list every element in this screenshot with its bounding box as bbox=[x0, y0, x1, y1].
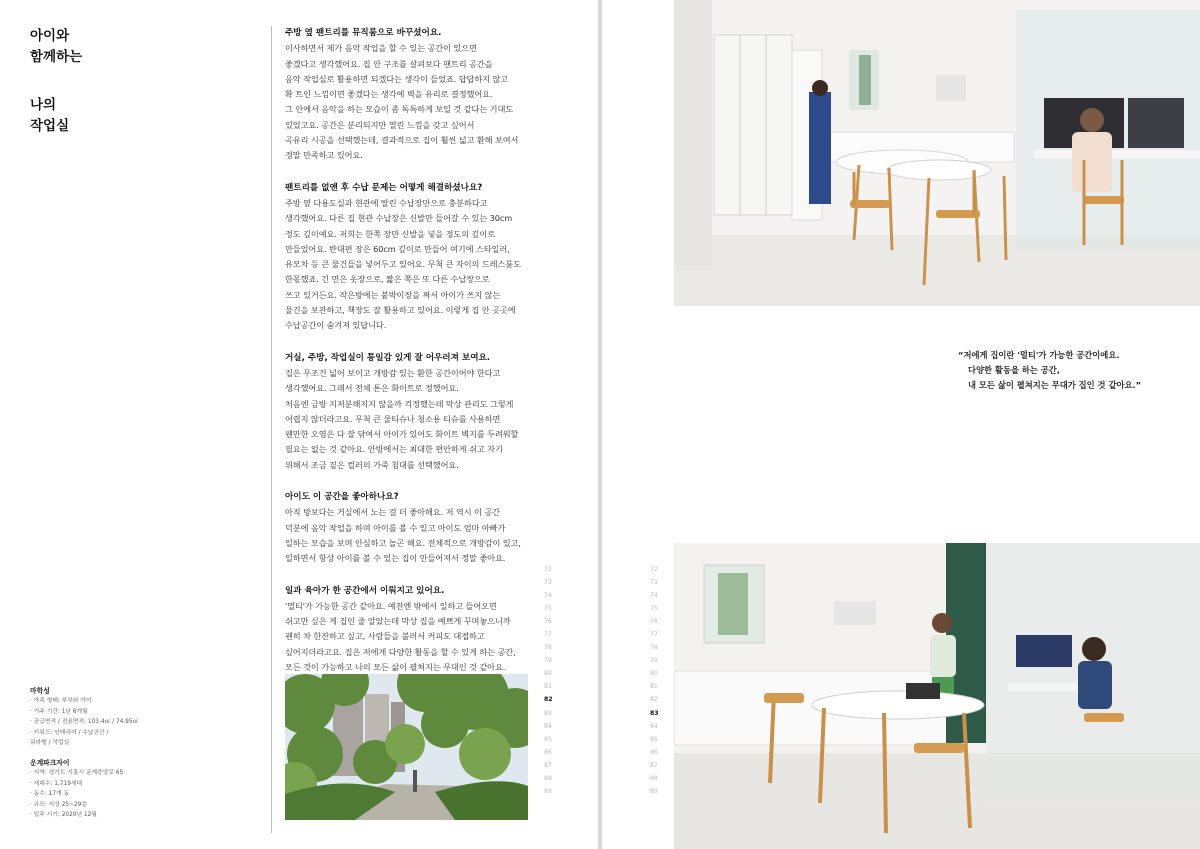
answer-line: 필요는 없는 것 같아요. 안방에서는 최대한 편안하게 쉬고 자기 bbox=[285, 444, 503, 455]
interview-section bbox=[285, 584, 543, 676]
page-number: 87 bbox=[650, 761, 658, 769]
family-info bbox=[30, 686, 250, 821]
child-and-mother-photo bbox=[674, 543, 1200, 849]
info-item: · 규모: 지상 25~29층 bbox=[30, 801, 87, 808]
info-item: · 동수: 17개 동 bbox=[30, 791, 70, 798]
title-line-1: 아이와 bbox=[30, 28, 70, 44]
answer-line: 어렵지 않더라고요. 무척 큰 물티슈나 청소용 티슈를 사용하면 bbox=[285, 413, 501, 424]
answer-line: 일하는 모습을 보며 안심하고 놀곤 해요. 전체적으로 개방감이 있고, bbox=[285, 537, 521, 548]
pull-quote bbox=[958, 348, 1198, 393]
owner-info-list bbox=[30, 696, 250, 749]
interview-section bbox=[285, 351, 543, 473]
page-number: 73 bbox=[650, 579, 658, 587]
answer-line: 그 안에서 음악을 하는 모습이 좀 독특하게 보일 것 같다는 기대도 bbox=[285, 104, 514, 115]
page-number: 83 bbox=[544, 709, 552, 717]
page-number: 81 bbox=[650, 683, 658, 691]
answer-line: 쓰고 있거든요. 작은방에는 붙박이장을 짜서 아이가 쓰지 않는 bbox=[285, 289, 501, 300]
info-item: · 거주 기간: 1년 6개월 bbox=[30, 708, 88, 715]
page-number: 72 bbox=[650, 566, 658, 573]
answer-line: '멀티'가 가능한 공간 같아요. 예전엔 밖에서 일하고 들어오면 bbox=[285, 600, 497, 611]
garden-photo bbox=[285, 674, 528, 820]
page-number: 84 bbox=[544, 722, 552, 730]
page-number: 73 bbox=[544, 579, 552, 587]
answer-line: 싶어지더라고요. 집은 저에게 다양한 활동을 할 수 있게 하는 공간, bbox=[285, 646, 516, 657]
answer-line: 모든 것이 가능하고 나의 모든 삶이 펼쳐지는 무대인 것 같아요. bbox=[285, 661, 506, 672]
answer-line: 확 트인 느낌이면 좋겠다는 생각에 벽을 유리로 결정했어요. bbox=[285, 89, 493, 100]
current-page-number: 83 bbox=[650, 709, 659, 717]
answer-line: 생각했어요. 그래서 전체 톤은 화이트로 정했어요. bbox=[285, 383, 459, 394]
page-number: 88 bbox=[544, 774, 552, 782]
answer-line: 한몫했죠. 긴 면은 옷장으로, 짧은 쪽은 또 다른 수납장으로 bbox=[285, 274, 490, 285]
page-number: 80 bbox=[650, 670, 658, 678]
answer-line: 쉬고만 싶은 게 집인 줄 알았는데 막상 집을 예쁘게 꾸며놓으니까 bbox=[285, 616, 511, 627]
owner-name: 마학성 bbox=[30, 687, 50, 695]
info-item: 워라밸 / 작업실 bbox=[30, 740, 70, 747]
answer-line: 곡유리 시공을 선택했는데, 결과적으로 집이 훨씬 넓고 환해 보여서 bbox=[285, 135, 519, 146]
question-heading: 거실, 주방, 작업실이 통일감 있게 잘 어우러져 보여요. bbox=[285, 352, 491, 363]
interview-section bbox=[285, 490, 543, 566]
page-number-ruler-left bbox=[544, 563, 574, 798]
interview-body bbox=[285, 26, 543, 692]
answer-line: 집은 무조건 넓어 보이고 개방감 있는 환한 공간이어야 한다고 bbox=[285, 367, 501, 378]
page-number: 87 bbox=[544, 761, 552, 769]
page-number: 86 bbox=[544, 748, 552, 756]
page-number: 86 bbox=[650, 748, 658, 756]
page-number: 78 bbox=[544, 644, 552, 652]
answer-line: 일하면서 항상 아이를 볼 수 있는 집이 만들어져서 정말 좋아요. bbox=[285, 553, 506, 564]
title-line-4: 작업실 bbox=[30, 118, 70, 134]
answer-line: 아직 방보다는 거실에서 노는 걸 더 좋아해요. 저 역시 이 공간 bbox=[285, 507, 500, 518]
page-number: 80 bbox=[544, 670, 552, 678]
interview-section bbox=[285, 181, 543, 334]
page-number: 77 bbox=[544, 631, 552, 639]
page-number: 74 bbox=[650, 592, 658, 600]
answer-line: 음악 작업실로 활용하면 되겠다는 생각이 들었죠. 답답하지 않고 bbox=[285, 73, 509, 84]
title-line-2: 함께하는 bbox=[30, 49, 83, 65]
answer-line: 생각했어요. 다른 집 현관 수납장은 신발만 들어갈 수 있는 30cm bbox=[285, 213, 513, 224]
page-number: 75 bbox=[544, 605, 552, 613]
answer-line: 정도 깊이예요. 저희는 한쪽 장만 신발을 넣을 정도의 깊이로 bbox=[285, 228, 495, 239]
column-divider bbox=[271, 26, 272, 833]
answer-line: 수납공간이 숨겨져 있답니다. bbox=[285, 320, 387, 331]
info-item: · 가족 형태: 부부와 아이 bbox=[30, 698, 92, 704]
info-item: · 키워드: 인테리어 / 수납공간 / bbox=[30, 729, 109, 736]
info-item: · 입주 시기: 2020년 12월 bbox=[30, 812, 97, 819]
page-number: 78 bbox=[650, 644, 658, 652]
page-number: 82 bbox=[650, 696, 658, 704]
info-item: · 공급면적 / 전용면적: 103.4㎡ / 74.95㎡ bbox=[30, 719, 139, 726]
right-page bbox=[602, 0, 1200, 849]
page-number: 79 bbox=[544, 657, 552, 665]
page-number: 72 bbox=[544, 566, 552, 573]
quote-line-1: “저에게 집이란 '멀티'가 가능한 공간이에요. bbox=[958, 350, 1120, 360]
page-number: 89 bbox=[650, 787, 658, 795]
page-number: 84 bbox=[650, 722, 658, 730]
answer-line: 위해서 조금 짙은 컬러의 가죽 침대를 선택했어요. bbox=[285, 459, 459, 470]
question-heading: 일과 육아가 한 공간에서 이뤄지고 있어요. bbox=[285, 585, 445, 596]
current-page-number: 82 bbox=[544, 696, 553, 704]
answer-line: 처음엔 금방 지저분해지지 않을까 걱정했는데 막상 관리도 그렇게 bbox=[285, 398, 514, 409]
complex-info-list bbox=[30, 768, 250, 821]
question-heading: 팬트리를 없앤 후 수납 문제는 어떻게 해결하셨나요? bbox=[285, 182, 483, 193]
left-page bbox=[0, 0, 598, 849]
quote-line-2: 다양한 활동을 하는 공간, bbox=[968, 365, 1060, 375]
complex-name: 운계파크자이 bbox=[30, 758, 70, 767]
interview-section bbox=[285, 26, 543, 164]
answer-line: 괜히 차 한잔하고 싶고, 사람들을 불러서 커피도 대접하고 bbox=[285, 631, 485, 642]
page-number: 75 bbox=[650, 605, 658, 613]
answer-line: 있었고요. 공간은 분리되지만 열린 느낌을 갖고 싶어서 bbox=[285, 119, 475, 130]
answer-line: 좋겠다고 생각했어요. 집 안 구조를 살펴보다 팬트리 공간을 bbox=[285, 58, 493, 69]
info-item: · 세대수: 1,719세대 bbox=[30, 780, 83, 787]
page-number: 76 bbox=[544, 618, 552, 626]
page-number: 76 bbox=[650, 618, 658, 626]
page-number: 74 bbox=[544, 592, 552, 600]
question-heading: 아이도 이 공간을 좋아하나요? bbox=[285, 492, 399, 503]
page-number: 89 bbox=[544, 787, 552, 795]
answer-line: 주방 옆 다용도실과 현관에 딸린 수납장만으로 충분하다고 bbox=[285, 197, 488, 208]
question-heading: 주방 옆 팬트리를 뮤직룸으로 바꾸셨어요. bbox=[285, 28, 442, 38]
answer-line: 유모차 등 큰 물건들을 넣어두고 있어요. 무척 큰 자이의 드레스룸도 bbox=[285, 259, 521, 270]
title-line-3: 나의 bbox=[30, 97, 57, 113]
kitchen-music-room-photo bbox=[674, 0, 1200, 306]
page-number: 79 bbox=[650, 657, 658, 665]
answer-line: 덕분에 음악 작업을 하며 아이를 볼 수 있고 아이도 엄마 아빠가 bbox=[285, 522, 506, 533]
quote-line-3: 내 모든 삶이 펼쳐지는 무대가 집인 것 같아요.” bbox=[968, 380, 1142, 390]
answer-line: 정말 만족하고 있어요. bbox=[285, 150, 363, 161]
page-number: 85 bbox=[650, 735, 658, 743]
page-number: 85 bbox=[544, 735, 552, 743]
page-number: 88 bbox=[650, 774, 658, 782]
page-number: 77 bbox=[650, 631, 658, 639]
answer-line: 이사하면서 제가 음악 작업을 할 수 있는 공간이 있으면 bbox=[285, 43, 477, 54]
answer-line: 웬만한 오염은 다 잘 닦여서 아이가 있어도 화이트 벽지를 두려워할 bbox=[285, 429, 519, 440]
answer-line: 만들었어요. 반대편 장은 60cm 깊이로 만들어 여기에 스타일러, bbox=[285, 243, 510, 254]
answer-line: 물건을 보관하고, 책장도 잘 활용하고 있어요. 이렇게 집 안 곳곳에 bbox=[285, 305, 516, 316]
info-item: · 지역: 경기도 시흥시 운계중앙로 65 bbox=[30, 769, 124, 776]
page-number: 81 bbox=[544, 683, 552, 691]
article-title bbox=[30, 26, 230, 137]
